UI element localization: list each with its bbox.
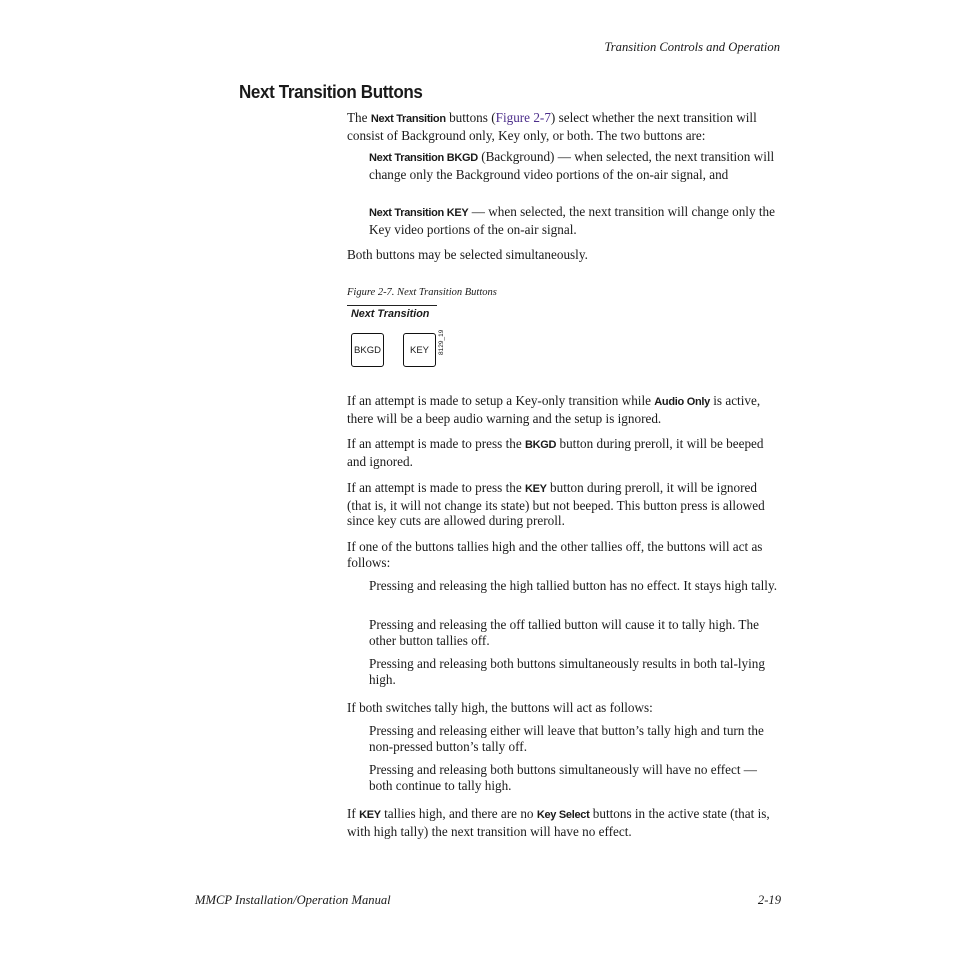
paragraph-one-high: If one of the buttons tallies high and the other tallies off, the buttons will act as follows: [347, 539, 763, 570]
bkgd-button: BKGD [351, 333, 384, 367]
figure-rule [347, 305, 437, 306]
inline-button-label: KEY [524, 483, 547, 495]
definition-term: Next Transition KEY [369, 207, 469, 219]
intro-paragraph: The Next Transition buttons (Figure 2-7) select whether the next transition will consist of Background only, Key only, or both. The two buttons are: [347, 110, 757, 143]
inline-button-label: KEY [359, 809, 381, 821]
key-button: KEY [403, 333, 436, 367]
section-title: Next Transition Buttons [239, 81, 423, 102]
paragraph-audio-only: If an attempt is made to setup a Key-only transition while Audio Only is active, there will be a beep audio warning and the setup is ignored. [347, 393, 761, 426]
footer-manual-title: MMCP Installation/Operation Manual [195, 893, 391, 907]
inline-button-label: Next Transition [370, 113, 446, 125]
list-item: Pressing and releasing either will leave that button’s tally high and turn the non-pressed button’s tally off. [369, 723, 764, 754]
paragraph-both-high: If both switches tally high, the buttons will act as follows: [347, 700, 653, 715]
paragraph-key-preroll: If an attempt is made to press the KEY button during preroll, it will be ignored (that is, it will not change its state) but not beeped. This button press is allowed since key cuts are allowed during preroll. [347, 480, 765, 529]
list-item: Pressing and releasing both buttons simultaneously results in both tal-lying high. [369, 656, 765, 687]
figure-link[interactable]: Figure 2-7 [495, 110, 551, 125]
definition-key: Next Transition KEY — when selected, the next transition will change only the Key video portions of the on-air signal. [369, 204, 775, 237]
inline-button-label: Key Select [536, 809, 590, 821]
list-item: Pressing and releasing the high tallied button has no effect. It stays high tally. [369, 578, 777, 593]
inline-button-label: Audio Only [654, 396, 710, 408]
figure-id: 8129_19 [438, 329, 445, 355]
definition-bkgd: Next Transition BKGD (Background) — when selected, the next transition will change only the Background video portions of the on-air signal, and [369, 149, 775, 182]
list-item: Pressing and releasing both buttons simultaneously will have no effect — both continue to tally high. [369, 762, 757, 793]
footer-page-number: 2-19 [757, 893, 781, 907]
running-header: Transition Controls and Operation [604, 40, 780, 54]
both-buttons-note: Both buttons may be selected simultaneously. [347, 247, 588, 262]
figure-panel-title: Next Transition [351, 308, 430, 320]
definition-term: Next Transition BKGD [369, 152, 478, 164]
figure-caption: Figure 2-7. Next Transition Buttons [347, 287, 497, 298]
paragraph-key-select: If KEY tallies high, and there are no Key Select buttons in the active state (that is, with high tally) the next transition will have no effect. [347, 806, 770, 839]
inline-button-label: BKGD [524, 439, 557, 451]
list-item: Pressing and releasing the off tallied button will cause it to tally high. The other button tallies off. [369, 617, 759, 648]
paragraph-bkgd-preroll: If an attempt is made to press the BKGD button during preroll, it will be beeped and ignored. [347, 436, 764, 469]
